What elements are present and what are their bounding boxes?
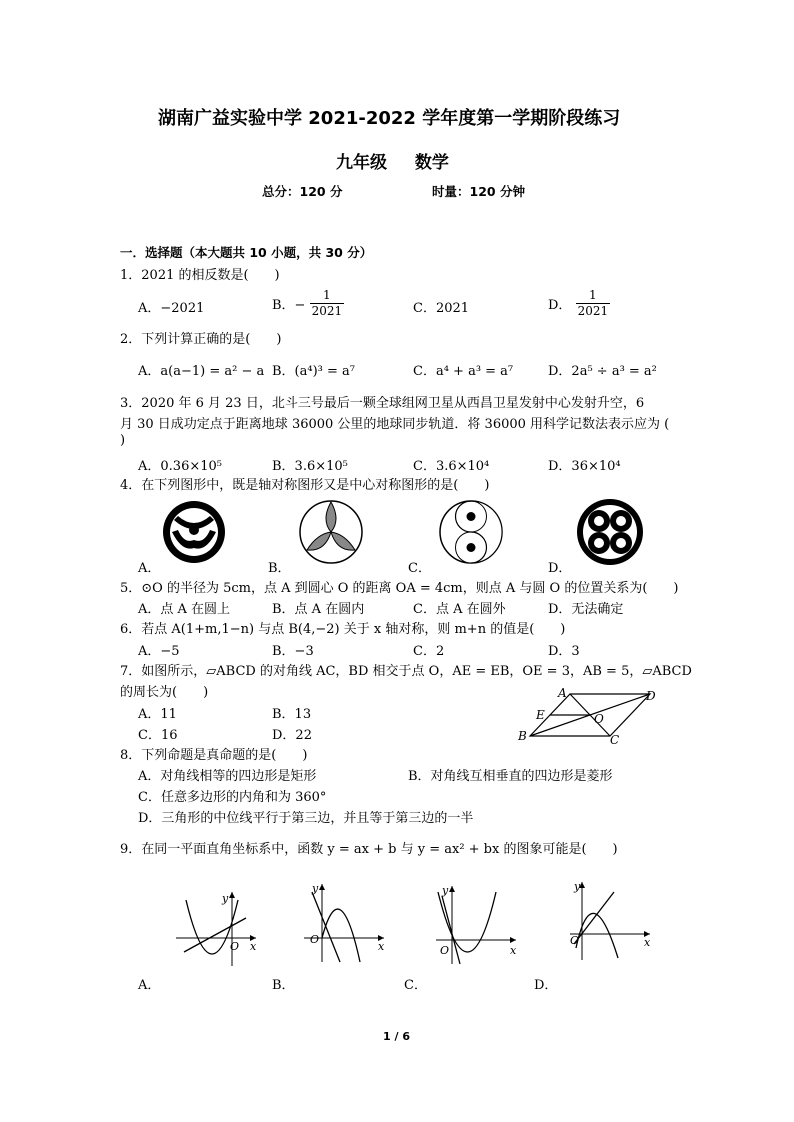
q8-option-b: B．对角线互相垂直的四边形是菱形	[408, 769, 613, 784]
exam-title: 湖南广益实验中学 2021-2022 学年度第一学期阶段练习	[158, 108, 621, 129]
exam-subtitle: 九年级 数学	[336, 153, 449, 173]
total-score: 总分：120 分	[262, 184, 343, 199]
q4-figure-d-four-petal-icon	[575, 497, 645, 567]
q7-option-b: B．13	[272, 707, 312, 722]
question-8-stem: 8．下列命题是真命题的是( )	[120, 748, 308, 763]
q9d-origin: O	[570, 934, 580, 947]
q9-option-d: D．	[534, 978, 558, 993]
q9b-axis-x: x	[378, 940, 385, 953]
q9b-axis-y: y	[312, 882, 319, 895]
q9-option-b: B．	[272, 978, 295, 993]
question-6-stem: 6．若点 A(1+m,1−n) 与点 B(4,−2) 关于 x 轴对称，则 m+n 的值是( )	[120, 622, 566, 637]
section-heading: 一．选择题（本大题共 10 小题，共 30 分）	[120, 245, 373, 260]
fig-label-a: A	[558, 686, 567, 700]
q4-option-b: B．	[268, 561, 291, 576]
q9c-axis-y: y	[442, 884, 449, 897]
q6-option-c: C．2	[413, 644, 445, 659]
q8-option-d: D．三角形的中位线平行于第三边，并且等于第三边的一半	[138, 811, 474, 826]
question-5-stem: 5．⊙O 的半径为 5cm，点 A 到圆心 O 的距离 OA = 4cm，则点 A 与圆 O 的位置关系为( )	[120, 581, 679, 596]
fig-label-b: B	[518, 729, 527, 743]
q7-option-c: C．16	[138, 728, 178, 743]
q2-option-a: A．a(a−1) = a² − a	[138, 364, 265, 379]
q5-option-a: A．点 A 在圆上	[138, 602, 231, 617]
q9a-axis-y: y	[222, 892, 229, 905]
q4-figure-c-yin-yang-icon	[437, 498, 505, 566]
question-1-stem: 1．2021 的相反数是( )	[120, 268, 280, 283]
q9-option-a: A．	[138, 978, 161, 993]
q6-option-a: A．−5	[138, 644, 180, 659]
q1-option-d: D． $\frac{1}{2021}$	[548, 288, 609, 318]
q3-option-c: C．3.6×10⁴	[413, 459, 490, 474]
q9-graph-d	[566, 878, 656, 963]
page-number: 1 / 6	[383, 1030, 410, 1043]
q4-figure-a-badge-icon	[160, 498, 228, 566]
q9c-origin: O	[440, 944, 450, 957]
q2-option-d: D．2a⁵ ÷ a³ = a²	[548, 364, 657, 379]
question-3-line-3: )	[120, 433, 126, 448]
question-3-line-1: 3．2020 年 6 月 23 日，北斗三号最后一颗全球组网卫星从西昌卫星发射中心发射升空，6	[120, 396, 645, 411]
q9d-axis-y: y	[574, 880, 581, 893]
q7-parallelogram-figure	[510, 684, 670, 746]
q9-graph-a	[172, 888, 262, 968]
q4-option-d: D．	[548, 561, 572, 576]
q9-option-c: C．	[404, 978, 427, 993]
exam-time: 时量：120 分钟	[432, 184, 525, 199]
q9-graph-c	[432, 882, 522, 967]
q8-option-c: C．任意多边形的内角和为 360°	[138, 790, 327, 805]
q8-option-a: A．对角线相等的四边形是矩形	[138, 769, 317, 784]
q7-option-a: A．11	[138, 707, 177, 722]
fig-label-o: O	[594, 712, 604, 726]
q5-option-d: D．无法确定	[548, 602, 624, 617]
q6-option-b: B．−3	[272, 644, 314, 659]
q3-option-b: B．3.6×10⁵	[272, 459, 348, 474]
q5-option-c: C．点 A 在圆外	[413, 602, 506, 617]
q1-option-a: A．−2021	[138, 301, 205, 316]
question-2-stem: 2．下列计算正确的是( )	[120, 332, 282, 347]
q9-graph-b	[300, 880, 390, 965]
q2-option-c: C．a⁴ + a³ = a⁷	[413, 364, 514, 379]
q9d-axis-x: x	[644, 936, 651, 949]
question-7-line-1: 7．如图所示，▱ABCD 的对角线 AC，BD 相交于点 O，AE = EB，OE = 3，AB = 5，▱ABCD	[120, 664, 692, 679]
q6-option-d: D．3	[548, 644, 580, 659]
q2-option-b: B．(a⁴)³ = a⁷	[272, 364, 355, 379]
question-4-stem: 4．在下列图形中，既是轴对称图形又是中心对称图形的是( )	[120, 478, 490, 493]
q1-option-c: C．2021	[413, 301, 470, 316]
q4-option-c: C．	[408, 561, 431, 576]
q9b-origin: O	[310, 933, 320, 946]
q7-option-d: D．22	[272, 728, 312, 743]
fig-label-e: E	[536, 708, 545, 722]
q4-figure-b-trefoil-icon	[297, 498, 365, 566]
q9a-axis-x: x	[250, 940, 257, 953]
q3-option-d: D．36×10⁴	[548, 459, 621, 474]
q3-option-a: A．0.36×10⁵	[138, 459, 222, 474]
question-3-line-2: 月 30 日成功定点于距离地球 36000 公里的地球同步轨道．将 36000 用科学记数法表示应为 (	[120, 417, 670, 432]
fig-label-c: C	[610, 733, 620, 746]
q9c-axis-x: x	[510, 944, 517, 957]
fig-label-d: D	[646, 689, 656, 703]
question-9-stem: 9．在同一平面直角坐标系中，函数 y = ax + b 与 y = ax² + bx 的图象可能是( )	[120, 842, 618, 857]
q1-option-b: B．− $\frac{1}{2021}$	[272, 288, 343, 318]
q5-option-b: B．点 A 在圆内	[272, 602, 365, 617]
question-7-line-2: 的周长为( )	[120, 685, 209, 700]
q9a-origin: O	[230, 940, 240, 953]
q4-option-a: A．	[138, 561, 161, 576]
